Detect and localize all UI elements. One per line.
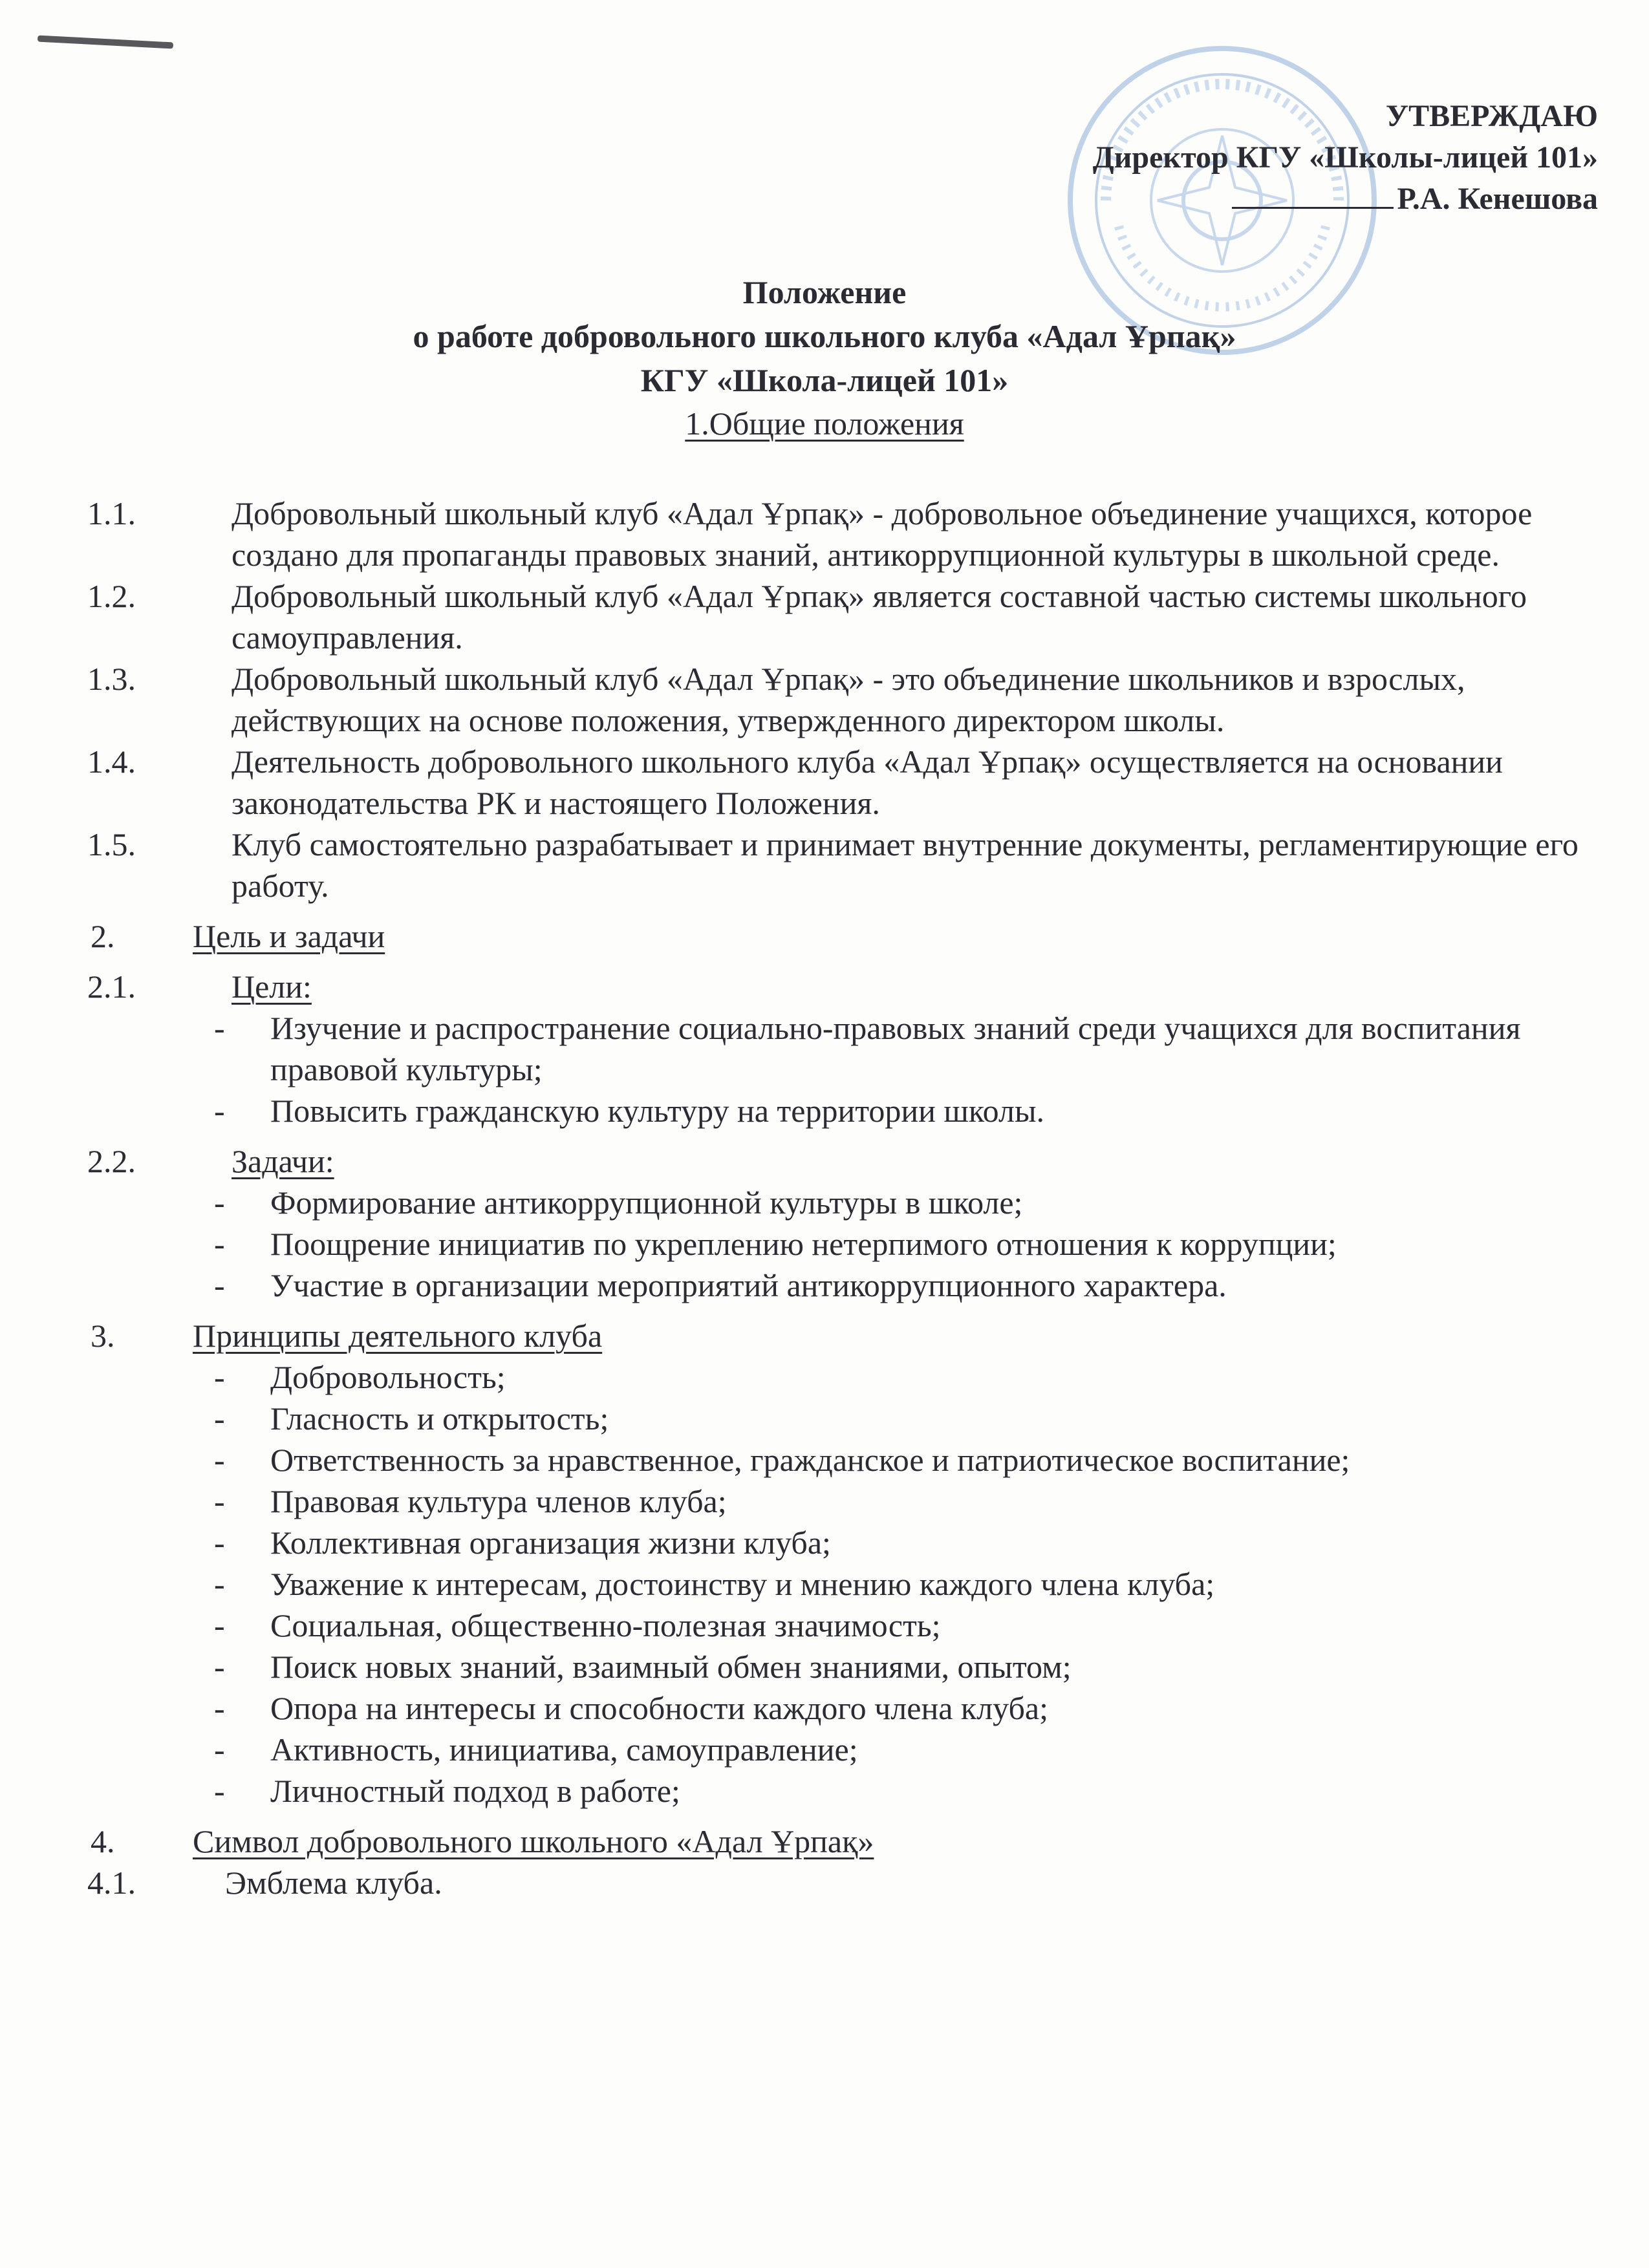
goal-item: - Изучение и распространение социально-правовых знаний среди учащихся для воспитания правовой культуры; — [214, 1010, 1521, 1087]
principle-item: - Опора на интересы и способности каждого члена клуба; — [214, 1690, 1049, 1726]
section-4-heading: 4. Символ добровольного школьного «Адал Ұрпақ» — [91, 1823, 874, 1859]
document-title — [0, 270, 1649, 402]
approval-position: Директор КГУ «Школы-лицей 101» — [1092, 140, 1598, 175]
goals-heading: 2.1. Цели: — [87, 968, 312, 1005]
task-item: - Участие в организации мероприятий антикоррупционного характера. — [214, 1267, 1227, 1303]
title-line-1: Положение — [742, 274, 907, 310]
section-1-heading: 1.Общие положения — [685, 405, 964, 442]
principle-item: - Уважение к интересам, достоинству и мнению каждого члена клуба; — [214, 1566, 1215, 1602]
clause-1-3: 1.3. Добровольный школьный клуб «Адал Ұрпақ» - это объединение школьников и взрослых, действующих на основе положения, утвержденного директором школы. — [87, 661, 1465, 738]
task-item: - Формирование антикоррупционной культуры в школе; — [214, 1184, 1023, 1221]
section-3-heading: 3. Принципы деятельного клуба — [91, 1318, 603, 1354]
principle-item: - Правовая культура членов клуба; — [214, 1483, 727, 1519]
clause-1-2: 1.2. Добровольный школьный клуб «Адал Ұрпақ» является составной частью системы школьного самоуправления. — [87, 578, 1527, 656]
clause-1-5: 1.5. Клуб самостоятельно разрабатывает и принимает внутренние документы, регламентирующие его работу. — [87, 826, 1579, 904]
task-item: - Поощрение инициатив по укреплению нетерпимого отношения к коррупции; — [214, 1226, 1337, 1262]
approval-title: УТВЕРЖДАЮ — [1385, 99, 1598, 133]
goal-item: - Повысить гражданскую культуру на территории школы. — [214, 1093, 1045, 1129]
clause-4-1: 4.1. Эмблема клуба. — [87, 1865, 442, 1901]
tasks-heading: 2.2. Задачи: — [87, 1143, 334, 1179]
principle-item: - Поиск новых знаний, взаимный обмен знаниями, опытом; — [214, 1649, 1072, 1685]
principle-item: - Личностный подход в работе; — [214, 1773, 680, 1809]
principle-item: - Ответственность за нравственное, гражданское и патриотическое воспитание; — [214, 1442, 1350, 1478]
title-line-2: о работе добровольного школьного клуба «Адал Ұрпақ» — [413, 318, 1236, 354]
section-2-heading: 2. Цель и задачи — [91, 918, 385, 954]
clause-1-1: 1.1. Добровольный школьный клуб «Адал Ұрпақ» - добровольное объединение учащихся, которое создано для пропаганды правовых знаний, антикоррупционной культуры в школьной среде. — [87, 495, 1533, 573]
title-line-3: КГУ «Школа-лицей 101» — [640, 362, 1009, 398]
clause-1-4: 1.4. Деятельность добровольного школьного клуба «Адал Ұрпақ» осуществляется на основании законодательства РК и настоящего Положения. — [87, 744, 1503, 821]
approval-block — [1093, 96, 1598, 220]
document-body — [0, 493, 1649, 1903]
approval-signer: Р.А. Кенешова — [1397, 182, 1598, 216]
principle-item: - Гласность и открытость; — [214, 1400, 609, 1437]
scan-mark — [38, 36, 173, 49]
principle-item: - Коллективная организация жизни клуба; — [214, 1524, 831, 1561]
signature-line — [1232, 181, 1394, 209]
principle-item: - Активность, инициатива, самоуправление; — [214, 1731, 858, 1768]
principle-item: - Добровольность; — [214, 1359, 506, 1395]
principle-item: - Социальная, общественно-полезная значимость; — [214, 1607, 941, 1643]
